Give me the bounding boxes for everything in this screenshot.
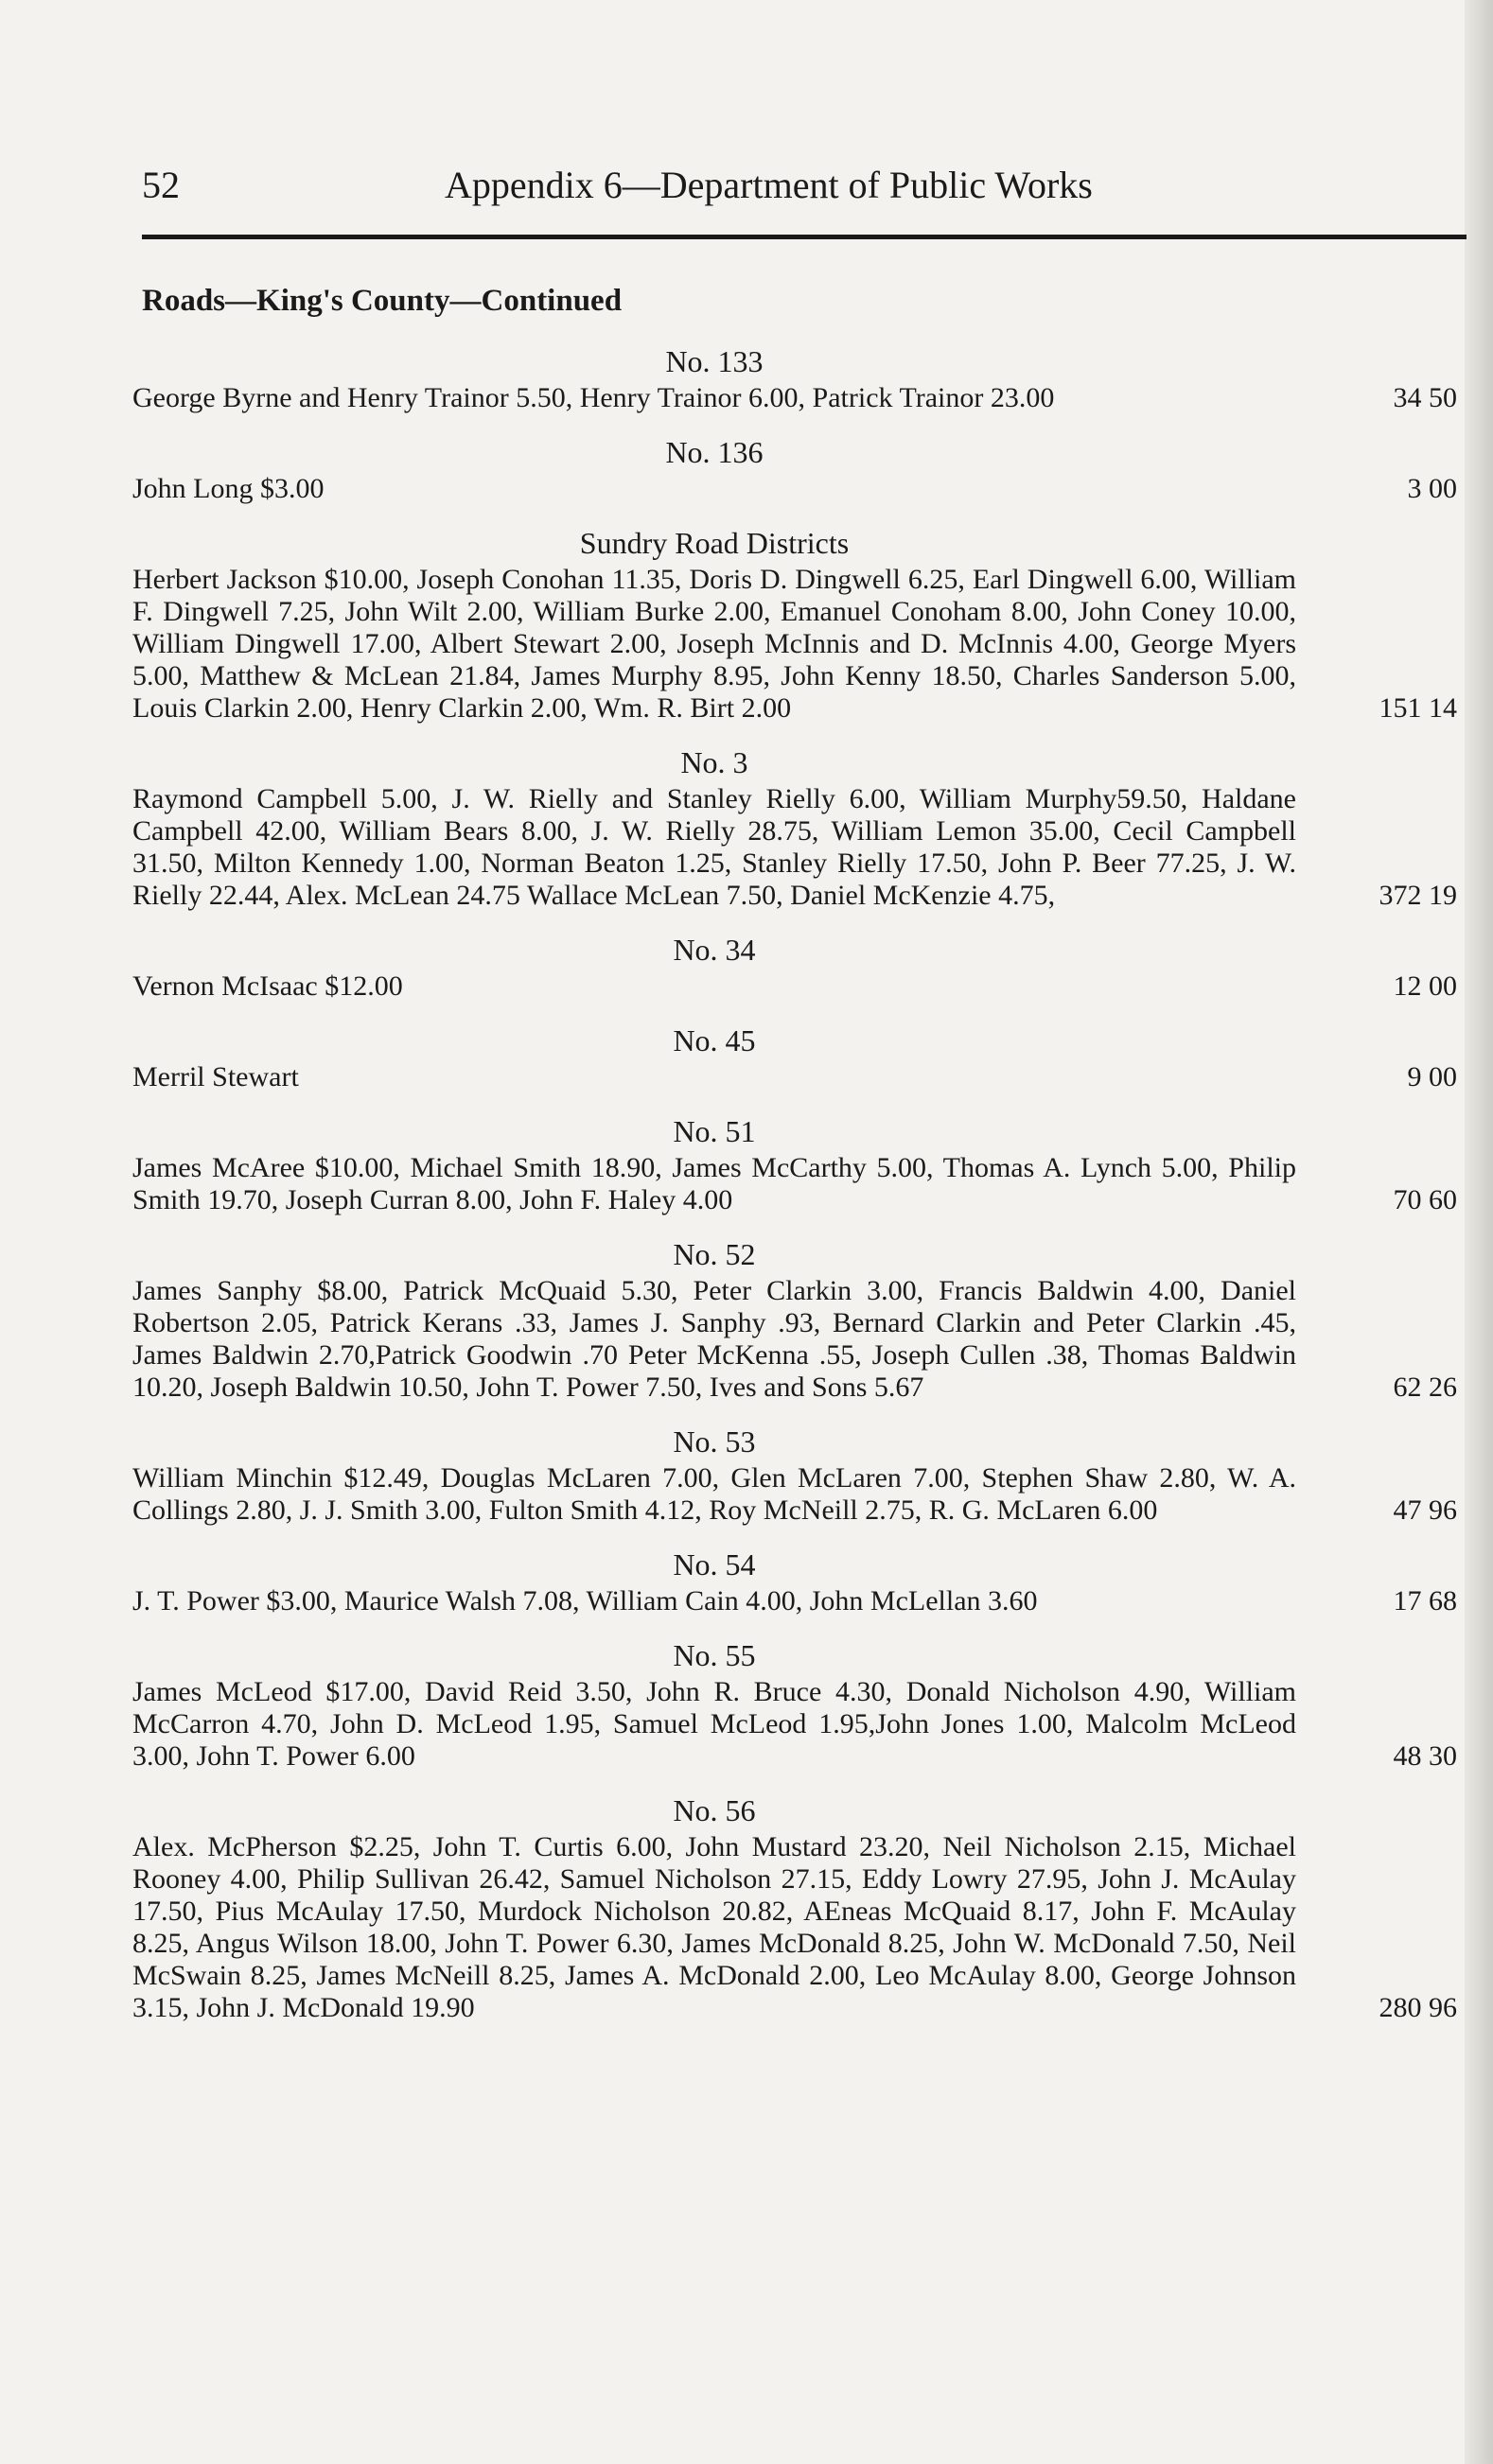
entry-no-136	[132, 431, 1457, 505]
entry-amount: 151 14	[1379, 692, 1457, 724]
entry-no-52	[132, 1233, 1457, 1404]
entry-heading: No. 54	[673, 1547, 756, 1582]
entry-sundry-road-districts	[132, 522, 1457, 725]
entry-no-133	[132, 341, 1457, 414]
entry-no-3	[132, 742, 1457, 912]
entry-amount: 3 00	[1407, 473, 1457, 504]
entry-payees: James McLeod $17.00, David Reid 3.50, John R. Bruce 4.30, Donald Nicholson 4.90, William McCarron 4.70, John D. McLeod 1.95, Samuel McLeod 1.95,John Jones 1.00, Malcolm McLeod 3.00, John T. Power 6.00	[132, 1676, 1296, 1772]
entry-heading: No. 55	[673, 1638, 756, 1672]
entry-amount: 62 26	[1393, 1372, 1457, 1403]
entry-text	[132, 1152, 1296, 1216]
page-header	[142, 159, 1467, 216]
entry-text	[132, 382, 1296, 414]
entry-amount: 12 00	[1393, 970, 1457, 1002]
entry-heading: No. 53	[673, 1424, 756, 1459]
entries-list	[132, 341, 1457, 2041]
entry-payees: George Byrne and Henry Trainor 5.50, Henry Trainor 6.00, Patrick Trainor 23.00	[132, 382, 1055, 413]
entry-heading: No. 45	[673, 1023, 756, 1057]
entry-payees: Alex. McPherson $2.25, John T. Curtis 6.00, John Mustard 23.20, Neil Nicholson 2.15, Michael Rooney 4.00, Philip Sullivan 26.42, Samuel Nicholson 27.15, Eddy Lowry 27.95, John J. McAulay 17.50, Pius McAulay 17.50, Murdock Nicholson 20.82, AEneas McQuaid 8.17, John F. McAulay 8.25, Angus Wilson 18.00, John T. Power 6.30, James McDonald 8.25, John W. McDonald 7.50, Neil McSwain 8.25, James McNeill 8.25, James A. McDonald 2.00, Leo McAulay 8.00, George Johnson 3.15, John J. McDonald 19.90	[132, 1831, 1296, 2023]
entry-payees: Vernon McIsaac $12.00	[132, 970, 403, 1002]
entry-heading: No. 52	[673, 1237, 756, 1271]
page-number: 52	[142, 164, 180, 206]
entry-amount: 34 50	[1393, 382, 1457, 413]
entry-heading: No. 56	[673, 1793, 756, 1827]
entry-heading: No. 34	[673, 933, 756, 967]
entry-heading: No. 136	[665, 435, 764, 469]
entry-no-55	[132, 1634, 1457, 1773]
entry-heading: No. 133	[665, 344, 764, 378]
entry-no-51	[132, 1110, 1457, 1216]
entry-text	[132, 1061, 1296, 1093]
section-title: Roads—King's County—Continued	[142, 284, 623, 318]
entry-amount: 372 19	[1379, 880, 1457, 911]
entry-no-54	[132, 1544, 1457, 1617]
page-title: Appendix 6—Department of Public Works	[445, 164, 1093, 206]
entry-text	[132, 473, 1296, 505]
entry-payees: Herbert Jackson $10.00, Joseph Conohan 11.35, Doris D. Dingwell 6.25, Earl Dingwell 6.00, William F. Dingwell 7.25, John Wilt 2.00, William Burke 2.00, Emanuel Conoham 8.00, John Coney 10.00, William Dingwell 17.00, Albert Stewart 2.00, Joseph McInnis and D. McInnis 4.00, George Myers 5.00, Matthew & McLean 21.84, James Murphy 8.95, John Kenny 18.50, Charles Sanderson 5.00, Louis Clarkin 2.00, Henry Clarkin 2.00, Wm. R. Birt 2.00	[132, 564, 1296, 724]
entry-text	[132, 564, 1296, 725]
entry-text	[132, 783, 1296, 912]
entry-no-56	[132, 1790, 1457, 2024]
entry-payees: William Minchin $12.49, Douglas McLaren 7.00, Glen McLaren 7.00, Stephen Shaw 2.80, W. A. Collings 2.80, J. J. Smith 3.00, Fulton Smith 4.12, Roy McNeill 2.75, R. G. McLaren 6.00	[132, 1462, 1296, 1526]
entry-no-53	[132, 1421, 1457, 1527]
header-rule	[142, 235, 1467, 239]
entry-amount: 47 96	[1393, 1494, 1457, 1526]
entry-payees: John Long $3.00	[132, 473, 325, 504]
page-edge-shadow	[1465, 0, 1493, 2464]
entry-no-45	[132, 1020, 1457, 1093]
entry-amount: 9 00	[1407, 1061, 1457, 1092]
entry-amount: 17 68	[1393, 1585, 1457, 1616]
entry-text	[132, 1831, 1296, 2024]
entry-text	[132, 1585, 1296, 1617]
entry-heading: Sundry Road Districts	[579, 526, 850, 560]
entry-payees: Merril Stewart	[132, 1061, 299, 1092]
entry-payees: James McAree $10.00, Michael Smith 18.90, James McCarthy 5.00, Thomas A. Lynch 5.00, Philip Smith 19.70, Joseph Curran 8.00, John F. Haley 4.00	[132, 1152, 1296, 1215]
entry-text	[132, 1676, 1296, 1773]
entry-amount: 280 96	[1379, 1992, 1457, 2023]
entry-amount: 70 60	[1393, 1184, 1457, 1215]
entry-payees: James Sanphy $8.00, Patrick McQuaid 5.30, Peter Clarkin 3.00, Francis Baldwin 4.00, Daniel Robertson 2.05, Patrick Kerans .33, James J. Sanphy .93, Bernard Clarkin and Peter Clarkin .45, James Baldwin 2.70,Patrick Goodwin .70 Peter McKenna .55, Joseph Cullen .38, Thomas Baldwin 10.20, Joseph Baldwin 10.50, John T. Power 7.50, Ives and Sons 5.67	[132, 1275, 1296, 1403]
entry-heading: No. 3	[680, 745, 748, 779]
entry-payees: J. T. Power $3.00, Maurice Walsh 7.08, William Cain 4.00, John McLellan 3.60	[132, 1585, 1038, 1616]
entry-no-34	[132, 929, 1457, 1003]
entry-payees: Raymond Campbell 5.00, J. W. Rielly and Stanley Rielly 6.00, William Murphy59.50, Haldane Campbell 42.00, William Bears 8.00, J. W. Rielly 28.75, William Lemon 35.00, Cecil Campbell 31.50, Milton Kennedy 1.00, Norman Beaton 1.25, Stanley Rielly 17.50, John P. Beer 77.25, J. W. Rielly 22.44, Alex. McLean 24.75 Wallace McLean 7.50, Daniel McKenzie 4.75,	[132, 783, 1296, 911]
entry-text	[132, 970, 1296, 1003]
entry-text	[132, 1275, 1296, 1404]
entry-heading: No. 51	[673, 1114, 756, 1148]
entry-text	[132, 1462, 1296, 1527]
entry-amount: 48 30	[1393, 1740, 1457, 1772]
